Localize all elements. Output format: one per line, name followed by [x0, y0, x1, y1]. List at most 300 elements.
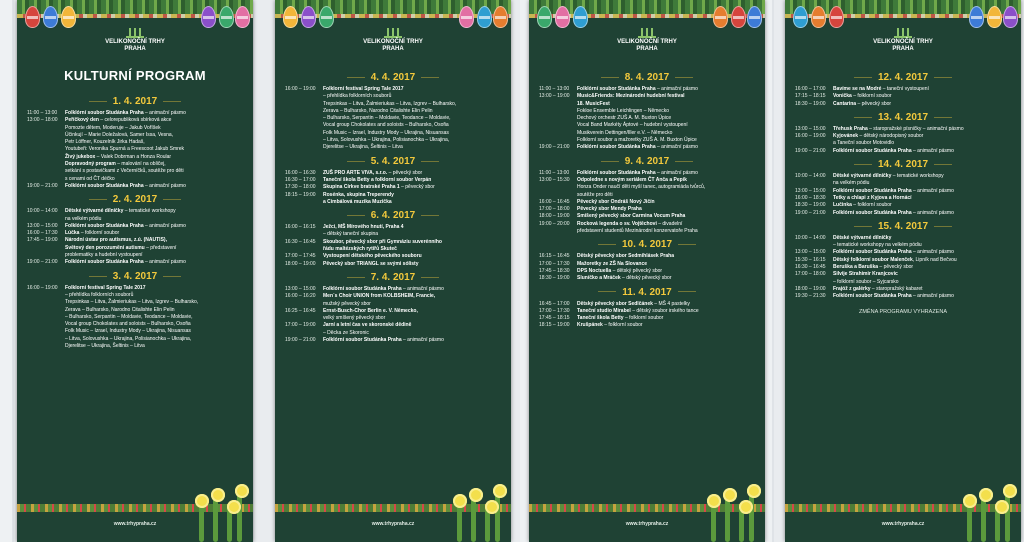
time-range: 13:00 – 15:00 [285, 285, 316, 292]
time-range: 10:00 – 14:00 [27, 208, 58, 215]
event-description: představení studentů Mezinárodní konzervatoře Praha [577, 228, 698, 235]
schedule-row [27, 245, 243, 252]
schedule-row [539, 122, 755, 129]
event-description: Folklórní soubor Studánka Praha – animační pásmo [323, 285, 444, 292]
day-block [539, 239, 755, 282]
schedule-list [27, 92, 243, 354]
schedule-list [539, 68, 755, 334]
event-description: Jarní a letní čas ve skoronské dědině [323, 322, 412, 329]
time-range [27, 321, 65, 328]
schedule-row [795, 173, 1011, 180]
leaf-icon [967, 502, 972, 542]
easter-egg-icon [829, 6, 844, 28]
castle-icon [384, 28, 402, 38]
event-description: Musikverein Dettingen/Iller e.V. – Německo [577, 129, 673, 136]
schedule-row [539, 93, 755, 100]
schedule-row [285, 337, 501, 344]
time-range: 17:00 – 18:00 [539, 206, 570, 213]
event-description: Pěvecký sbor Mendy Praha [577, 206, 642, 213]
time-range [795, 180, 833, 187]
schedule-row [539, 213, 755, 220]
time-range: 17:45 – 19:00 [27, 237, 58, 244]
event-description: Folklórní soubor Studánka Praha – animační pásmo [833, 293, 954, 300]
schedule-row [27, 176, 243, 183]
time-range: 17:45 – 18:15 [539, 315, 570, 322]
event-description: Vonička – folklorní soubor [833, 93, 892, 100]
event-description: Vocal group Chokolates and soloists – Bulharsko, Osofia [323, 122, 449, 129]
daffodil-icon [747, 484, 761, 498]
event-description: Folklórní soubor Studánka Praha – animační pásmo [577, 86, 698, 92]
day-block [27, 96, 243, 190]
schedule-row [285, 231, 501, 238]
time-range: 17:15 – 18:15 [795, 93, 826, 100]
event-description: – Litva, Solovushka – Ukrajina, Polisianochka – Ukrajina, [323, 137, 450, 144]
schedule-row [285, 93, 501, 100]
time-range: 16:30 – 16:45 [285, 238, 316, 245]
event-description: Dětský folklorní soubor Malenček, Lipník nad Bečvou [833, 256, 957, 263]
schedule-row [795, 148, 1011, 155]
day-heading: 10. 4. 2017 [539, 239, 755, 250]
event-description: setkání s postavičkami z Večerníčků, soutěže pro děti [65, 168, 184, 175]
event-description: Světový den porozumění autismu – představení [65, 244, 177, 251]
time-range: 13:00 – 15:00 [795, 249, 826, 256]
schedule-row [539, 184, 755, 191]
schedule-row [795, 101, 1011, 108]
time-range: 11:00 – 13:00 [27, 110, 58, 116]
event-description: Folk Music – Izrael, Industry Mody – Ukrajina, Nisuansas [65, 328, 191, 335]
day-block [539, 72, 755, 152]
event-description: Folklórní soubor Studánka Praha – animační pásmo [833, 187, 954, 194]
time-range: 13:00 – 18:00 [27, 117, 58, 124]
time-range [285, 108, 323, 115]
day-block [795, 112, 1011, 155]
easter-egg-icon [747, 6, 762, 28]
event-description: – přehlídka folklorních souborů [65, 291, 134, 298]
schedule-row [795, 279, 1011, 286]
time-range [27, 336, 65, 343]
schedule-row [27, 314, 243, 321]
time-range: 16:00 – 19:00 [27, 284, 58, 291]
event-description: Vystoupení dětského pěveckého souboru [323, 253, 422, 260]
event-description: 18. MusicFest [577, 100, 610, 107]
program-panel-1 [17, 0, 253, 542]
event-description: Vocal group Chokolates and soloists – Bulharsko, Osofia [65, 321, 191, 328]
time-range [539, 137, 577, 144]
day-heading: 14. 4. 2017 [795, 159, 1011, 170]
event-description: na velkém pódiu [65, 215, 102, 222]
easter-egg-icon [969, 6, 984, 28]
easter-egg-icon [61, 6, 76, 28]
schedule-row [27, 259, 243, 266]
schedule-row [27, 230, 243, 237]
daffodil-icon [995, 500, 1009, 514]
event-description: Folklórní soubor Studánka Praha – animační pásmo [577, 169, 698, 176]
event-description: Sluníčko a Mráček – dětský pěvecký sbor [577, 275, 672, 282]
time-range [27, 245, 65, 252]
schedule-row [27, 146, 243, 153]
event-description: – přehlídka folklorních souborů [323, 93, 392, 100]
event-description: Vocal Band Markéty Áptové – hudební vystoupení [577, 122, 688, 129]
schedule-row [285, 115, 501, 122]
event-description: Folklórní soubor Studánka Praha – animační pásmo [833, 209, 954, 216]
event-description: Youtubeři: Veronika Spurná a Freescoot Jakub Smrek [65, 146, 185, 153]
event-description: Folklórní soubor Studánka Praha – animační pásmo [65, 110, 186, 116]
time-range: 18:30 – 19:00 [539, 275, 570, 282]
day-heading: 6. 4. 2017 [285, 210, 501, 221]
program-title: KULTURNÍ PROGRAM [64, 68, 206, 83]
event-description: – dětský taneční skupina [323, 231, 379, 238]
event-description: s cenami od ČT déčko [65, 175, 115, 182]
daffodil-icon [469, 488, 483, 502]
event-description: ZUŠ PRO ARTE VIVA, s.r.o. – pěvecký sbor [323, 169, 423, 176]
time-range: 11:00 – 13:00 [539, 169, 570, 176]
schedule-row [539, 130, 755, 137]
time-range [795, 279, 833, 286]
schedule-row [539, 206, 755, 213]
day-heading: 5. 4. 2017 [285, 156, 501, 167]
schedule-row [795, 202, 1011, 209]
schedule-row [795, 286, 1011, 293]
time-range [27, 161, 65, 168]
program-change-note: ZMĚNA PROGRAMU VYHRAZENA [858, 308, 947, 315]
event-logo [95, 28, 175, 53]
time-range [285, 101, 323, 108]
time-range: 17:00 – 18:00 [795, 271, 826, 278]
event-description: Djerelitse – Ukrajina, Šeltinis – Litva [65, 343, 145, 350]
easter-egg-icon [25, 6, 40, 28]
time-range: 16:00 – 16:30 [285, 169, 316, 176]
schedule-row [539, 315, 755, 322]
castle-icon [638, 28, 656, 38]
easter-egg-icon [713, 6, 728, 28]
event-description: Honza Onder naučí děti myší tanec, autogramiáda tvůrců, [577, 184, 706, 191]
day-block [795, 159, 1011, 217]
time-range [539, 192, 577, 199]
event-description: Folk Music – Izrael, Industry Mody – Ukrajina, Nisuansas [323, 129, 449, 136]
event-description: Rosénka, skupina Treperendy [323, 191, 394, 198]
event-description: Folklórní soubor Studánka Praha – animační pásmo [65, 182, 186, 189]
time-range: 16:00 – 17:00 [795, 86, 826, 92]
schedule-row [285, 239, 501, 246]
time-range [285, 330, 323, 337]
day-heading: 3. 4. 2017 [27, 271, 243, 282]
event-description: DPS Noctuella – dětský pěvecký sbor [577, 267, 663, 274]
time-range: 19:00 – 21:00 [285, 337, 316, 344]
leaf-icon [213, 498, 218, 542]
event-description: Kyjovánek – dětský národopisný soubor [833, 133, 924, 140]
easter-egg-icon [573, 6, 588, 28]
schedule-row [27, 285, 243, 292]
time-range: 19:00 – 21:00 [539, 144, 570, 151]
event-description: Silvije Strahimir Kranjcovic [833, 271, 898, 278]
event-description: Folklórní soubor Studánka Praha – animační pásmo [65, 259, 186, 266]
time-range: 17:00 – 17:30 [539, 307, 570, 314]
event-description: Music&Friends: Mezinárodní hudební festival [577, 93, 685, 100]
event-description: Zerava – Bulharsko, Narodno Citalishte Elin Pelin [323, 107, 433, 114]
schedule-row [27, 132, 243, 139]
event-description: Cantarina – pěvecký sbor [833, 100, 892, 107]
event-description: Ježci, MŠ Mírového hnutí, Praha 4 [323, 224, 404, 231]
schedule-row [285, 308, 501, 315]
time-range: 19:00 – 21:00 [27, 182, 58, 189]
event-description: Skoubor, pěvecký sbor při Gymnáziu suverénního [323, 238, 442, 245]
easter-egg-icon [731, 6, 746, 28]
logo-text: VELIKONOČNÍ TRHY PRAHA [873, 39, 933, 52]
time-range: 18:30 – 19:00 [795, 100, 826, 107]
schedule-row [285, 246, 501, 253]
time-range: 10:00 – 14:00 [795, 234, 826, 241]
daffodil-decoration [703, 472, 765, 542]
daffodil-decoration [449, 472, 511, 542]
schedule-row [539, 170, 755, 177]
schedule-row [539, 86, 755, 93]
schedule-row [285, 108, 501, 115]
schedule-row [27, 183, 243, 190]
time-range [285, 144, 323, 151]
schedule-row [795, 86, 1011, 93]
daffodil-icon [963, 494, 977, 508]
event-description: – Bulharsko, Serpantin – Moldavie, Teodance – Moldavie, [323, 115, 451, 122]
time-range: 19:00 – 21:00 [795, 147, 826, 154]
schedule-row [539, 308, 755, 315]
time-range [539, 108, 577, 115]
schedule-row [27, 216, 243, 223]
event-description: mužský pěvecký sbor [323, 300, 371, 307]
schedule-row [27, 343, 243, 350]
leaf-icon [725, 498, 730, 542]
day-block [795, 221, 1011, 301]
easter-egg-icon [477, 6, 492, 28]
event-description: Bavíme se na Modré – taneční vystoupení [833, 86, 929, 92]
time-range: 18:15 – 19:00 [539, 322, 570, 329]
event-description: Djerelitse – Ukrajina, Šeltinis – Litva [323, 144, 403, 151]
time-range [285, 301, 323, 308]
easter-egg-icon [537, 6, 552, 28]
time-range: 16:00 – 16:20 [285, 293, 316, 300]
schedule-row [27, 328, 243, 335]
schedule-row [27, 125, 243, 132]
time-range [539, 228, 577, 235]
schedule-row [285, 184, 501, 191]
schedule-row [795, 126, 1011, 133]
website-url: www.trhypraha.cz [625, 521, 669, 527]
event-description: – Litva, Solovushka – Ukrajina, Polisianochka – Ukrajina, [65, 335, 192, 342]
time-range [539, 130, 577, 137]
time-range: 16:30 – 16:45 [795, 264, 826, 271]
logo-text: VELIKONOČNÍ TRHY PRAHA [105, 39, 165, 52]
schedule-row [539, 301, 755, 308]
easter-egg-icon [219, 6, 234, 28]
schedule-row [285, 177, 501, 184]
day-heading: 4. 4. 2017 [285, 72, 501, 83]
event-description: Trepsinkas – Litva, Žalmieriukas – Litva, Izgrev – Bulharsko, [323, 100, 457, 107]
schedule-row [795, 293, 1011, 300]
time-range: 16:00 – 18:30 [795, 194, 826, 201]
day-heading: 1. 4. 2017 [27, 96, 243, 107]
time-range [27, 314, 65, 321]
schedule-row [27, 208, 243, 215]
event-description: velký smíšený pěvecký sbor [323, 315, 386, 322]
event-description: Folklórní soubor Studánka Praha – animační pásmo [323, 337, 444, 344]
schedule-row [795, 257, 1011, 264]
schedule-row [795, 264, 1011, 271]
day-block [285, 272, 501, 344]
castle-icon [126, 28, 144, 38]
day-heading: 13. 4. 2017 [795, 112, 1011, 123]
event-description: Taneční studio Mirabel – dětský soubor irského tance [577, 307, 699, 314]
schedule-row [27, 223, 243, 230]
time-range [795, 140, 833, 147]
time-range: 17:00 – 17:30 [539, 260, 570, 267]
easter-egg-icon [301, 6, 316, 28]
schedule-row [285, 224, 501, 231]
schedule-row [795, 188, 1011, 195]
time-range: 19:00 – 21:00 [795, 209, 826, 216]
schedule-row [27, 139, 243, 146]
event-description: Dětský pěvecký sbor Sedmihlásek Praha [577, 253, 674, 260]
leaf-icon [471, 498, 476, 542]
easter-egg-icon [987, 6, 1002, 28]
day-heading: 7. 4. 2017 [285, 272, 501, 283]
easter-egg-icon [793, 6, 808, 28]
daffodil-icon [195, 494, 209, 508]
time-range: 18:15 – 19:00 [285, 191, 316, 198]
event-description: – folklorní soubor – Syjcarsko [833, 278, 899, 285]
event-description: Mažoretky ze ZŠ Na Slovance [577, 260, 648, 267]
time-range: 17:30 – 18:00 [285, 184, 316, 191]
leaf-icon [199, 502, 204, 542]
time-range [285, 130, 323, 137]
time-range [285, 115, 323, 122]
easter-egg-icon [493, 6, 508, 28]
time-range [285, 137, 323, 144]
day-block [27, 194, 243, 266]
event-description: Pomozte dětem, Moderuje – Jakub Voříšek [65, 124, 161, 131]
schedule-row [539, 137, 755, 144]
time-range [539, 122, 577, 129]
event-description: Men´s Choir UNION from KOLBSHEIM, Francie, [323, 293, 436, 300]
schedule-row [539, 253, 755, 260]
daffodil-decoration [191, 472, 253, 542]
event-description: Peříčkový den – celorepubliková sbírková akce [65, 117, 172, 124]
schedule-row [285, 86, 501, 93]
schedule-row [27, 321, 243, 328]
daffodil-icon [211, 488, 225, 502]
time-range: 13:00 – 19:00 [539, 93, 570, 100]
daffodil-icon [1003, 484, 1017, 498]
event-description: Folklórní soubor Studánka Praha – animační pásmo [577, 144, 698, 151]
event-description: Dechový orchestr ZUŠ A. M. Buxton Úpice [577, 115, 672, 122]
daffodil-icon [979, 488, 993, 502]
event-description: Folklórní soubor Studánka Praha – animační pásmo [65, 222, 186, 229]
schedule-row [285, 122, 501, 129]
time-range [539, 115, 577, 122]
schedule-row [285, 261, 501, 268]
time-range [285, 231, 323, 238]
time-range: 13:00 – 15:00 [795, 125, 826, 132]
event-description: Smíšený pěvecký sbor Carmina Vocum Praha [577, 213, 686, 220]
event-description: – Bulharsko, Serpantin – Moldavie, Teodance – Moldavie, [65, 313, 193, 320]
time-range: 11:00 – 13:00 [539, 86, 570, 92]
daffodil-icon [485, 500, 499, 514]
event-description: Fokloe Ensemble Leichlingen – Německo [577, 107, 669, 114]
event-logo [353, 28, 433, 53]
schedule-row [285, 315, 501, 322]
schedule-row [285, 322, 501, 329]
schedule-row [795, 249, 1011, 256]
time-range [27, 146, 65, 153]
event-description: a Taneční soubor Motovidlo [833, 140, 895, 147]
schedule-row [285, 101, 501, 108]
event-description: Tetky a chlapi z Kyjova a Hornácí [833, 194, 912, 201]
event-description: – tematické workshopy na velkém pódiu [833, 242, 922, 249]
easter-egg-icon [555, 6, 570, 28]
schedule-row [285, 253, 501, 260]
event-description: Folklórní soubor Studánka Praha – animační pásmo [833, 147, 954, 154]
event-description: Třehusk Praha – staropražské písničky – animační pásmo [833, 125, 964, 132]
easter-egg-icon [1003, 6, 1018, 28]
schedule-row [539, 221, 755, 228]
event-description: Pěvecký sbor TRIANGL se svými sólisty [323, 260, 419, 267]
event-description: Folklorní soubor a mažoretky ZUŠ A. M. Buxton Úpice [577, 137, 697, 144]
event-description: Dopravodný program – malování na obličej, [65, 161, 166, 168]
event-description: Dětské výtvarné dílničky [833, 234, 892, 241]
schedule-row [27, 154, 243, 161]
event-description: soutěže pro děti [577, 191, 613, 198]
daffodil-icon [227, 500, 241, 514]
event-description: a Cimbálová muzika Muzička [323, 198, 392, 205]
time-range: 16:00 – 19:00 [795, 133, 826, 140]
schedule-row [27, 168, 243, 175]
program-panel-4 [785, 0, 1021, 542]
event-description: Národní ústav pro autismus, z.ú. (NAUTIS), [65, 237, 167, 244]
logo-text: VELIKONOČNÍ TRHY PRAHA [617, 39, 677, 52]
easter-egg-icon [201, 6, 216, 28]
time-range: 16:45 – 17:00 [539, 300, 570, 307]
easter-egg-icon [43, 6, 58, 28]
schedule-row [285, 192, 501, 199]
time-range [27, 176, 65, 183]
schedule-row [795, 195, 1011, 202]
schedule-row [285, 144, 501, 151]
time-range: 17:00 – 19:00 [285, 322, 316, 329]
easter-egg-icon [283, 6, 298, 28]
schedule-row [539, 101, 755, 108]
schedule-row [27, 252, 243, 259]
time-range: 13:00 – 15:00 [27, 222, 58, 229]
day-heading: 2. 4. 2017 [27, 194, 243, 205]
schedule-row [285, 199, 501, 206]
time-range [539, 101, 577, 108]
time-range [795, 242, 833, 249]
day-block [539, 156, 755, 236]
event-description: Trepsinkas – Litva, Žalmieriukas – Litva, Izgrev – Bulharsko, [65, 299, 199, 306]
event-description: Ernst-Busch-Chor Berlin e. V. Německo, [323, 307, 418, 314]
schedule-row [795, 93, 1011, 100]
time-range [27, 307, 65, 314]
time-range [27, 343, 65, 350]
event-description: Zerava – Bulharsko, Narodno Citalishte Elin Pelin [65, 306, 175, 313]
event-description: Lúčka – folklorní soubor [65, 230, 120, 237]
day-block [795, 72, 1011, 108]
time-range [27, 299, 65, 306]
event-description: Petr Löffner, Kouzelník Jirka Hadaš, [65, 139, 145, 146]
schedule-row [795, 271, 1011, 278]
schedule-row [27, 336, 243, 343]
website-url: www.trhypraha.cz [113, 521, 157, 527]
day-heading: 15. 4. 2017 [795, 221, 1011, 232]
day-block [27, 271, 243, 351]
